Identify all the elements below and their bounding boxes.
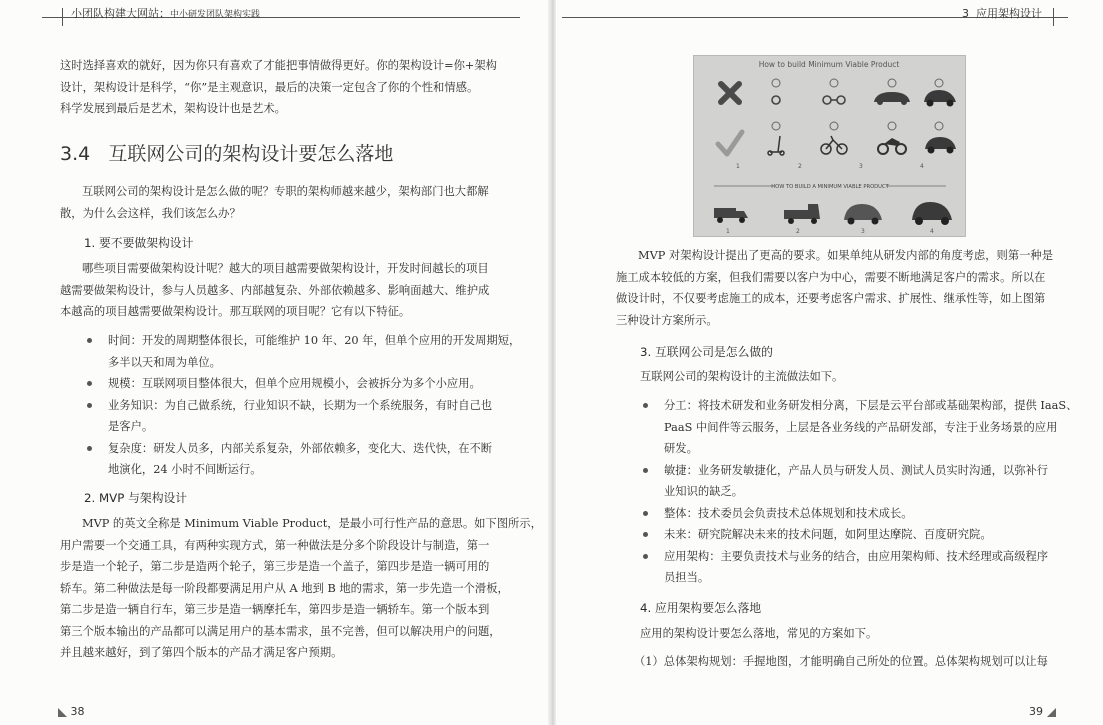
text-line: 地演化，24 小时不间断运行。 — [108, 463, 262, 476]
header-tick — [62, 8, 63, 26]
check-icon — [718, 132, 742, 154]
bullet-dot — [87, 403, 92, 408]
text-line: 是客户。 — [108, 420, 154, 433]
text-line: 应用架构：主要负责技术与业务的结合，由应用架构师、技术经理或高级程序 — [664, 549, 1049, 563]
text-line: 施工成本较低的方案，但我们需要以客户为中心，需要不断地满足客户的需求。所以在 — [616, 270, 1046, 284]
figure-subtitle: HOW TO BUILD A MINIMUM VIABLE PRODUCT — [771, 184, 889, 190]
section-number: 3.4 — [60, 143, 91, 165]
step-label: 1 — [736, 163, 740, 170]
step-labels — [726, 228, 934, 235]
text-line: 轿车。第二种做法是每一阶段都要满足用户从 A 地到 B 地的需求，第一步先造一个滑板， — [60, 581, 509, 595]
text-line: 互联网公司的架构设计是怎么做的呢？专职的架构师越来越少，架构部门也大都解 — [82, 185, 489, 198]
text-line: 做设计时，不仅要考虑施工的成本，还要考虑客户需求、扩展性、继承性等，如上图第 — [616, 292, 1046, 305]
subsection-3-intro — [640, 366, 1060, 388]
bicycle-icon — [821, 136, 847, 154]
header-chapter-number: 3 — [962, 7, 969, 20]
header-book-subtitle: 中小研发团队架构实践 — [170, 10, 261, 20]
text-line: 第二步是造一辆自行车，第三步是造一辆摩托车，第四步是造一辆轿车。第一个版本到 — [60, 603, 490, 616]
cross-icon — [721, 84, 739, 102]
header-chapter-title: 应用架构设计 — [976, 7, 1042, 20]
car-icon — [912, 202, 952, 225]
bullet-dot — [643, 511, 648, 516]
page-number: 38 — [70, 705, 85, 718]
text-line: 越需要做架构设计，参与人员越多、内部越复杂、外部依赖越多、影响面越大、维护成 — [60, 283, 490, 297]
list-item — [76, 330, 521, 373]
bullet-dot — [643, 403, 648, 408]
subsection-4-item — [634, 651, 1064, 673]
text-line: （1）总体架构规划：手握地图，才能明确自己所处的位置。总体架构规划可以让每 — [634, 655, 1048, 668]
text-line: 三种设计方案所示。 — [616, 313, 718, 327]
text-line: 多半以天和周为单位。 — [108, 355, 221, 369]
bullet-dot — [643, 468, 648, 473]
car-icon — [924, 90, 956, 107]
wheel-icon — [772, 96, 845, 104]
bullet-dot — [643, 554, 648, 559]
mvp-paragraph — [616, 245, 1083, 331]
list-item — [632, 524, 1066, 546]
list-item — [632, 460, 1066, 503]
text-line: PaaS 中间件等云服务，上层是各业务线的产品研发部，专注于业务场景的应用 — [664, 420, 1058, 434]
subsection-2-paragraph — [60, 513, 542, 664]
car-body-icon — [874, 92, 910, 105]
subsection-heading-3: 3. 互联网公司是怎么做的 — [640, 345, 773, 359]
list-item — [76, 395, 506, 438]
step-label: 3 — [861, 228, 865, 235]
text-line: 敏捷：业务研发敏捷化，产品人员与研发人员、测试人员实时沟通，以弥补行 — [664, 463, 1049, 477]
section-title: 互联网公司的架构设计要怎么落地 — [108, 143, 394, 165]
list-item — [632, 546, 1066, 589]
running-header — [962, 5, 1042, 21]
mvp-illustration — [694, 56, 965, 236]
text-line: 哪些项目需要做架构设计呢？越大的项目越需要做架构设计，开发时间越长的项目 — [82, 262, 489, 275]
car-icon — [844, 204, 882, 225]
text-line: MVP 的英文全称是 Minimum Viable Product，是最小可行性产品的意思。如下图所示， — [82, 517, 542, 530]
page-number-left — [58, 705, 85, 718]
scooter-icon — [768, 136, 784, 155]
step-label: 2 — [796, 228, 800, 235]
text-line: 步是造一个轮子，第二步是造两个轮子，第三步是造一个盖子，第四步是造一辆可用的 — [60, 560, 490, 573]
step-labels — [736, 163, 924, 170]
intro-paragraph — [60, 55, 500, 120]
corner-triangle-icon — [58, 708, 67, 717]
bullet-dot — [87, 381, 92, 386]
text-line: 业知识的缺乏。 — [664, 485, 744, 498]
text-line: 应用的架构设计要怎么落地，常见的方案如下。 — [640, 627, 878, 640]
car-icon — [925, 137, 956, 154]
text-line: MVP 对架构设计提出了更高的要求。如果单纯从研发内部的角度考虑，则第一种是 — [638, 249, 1054, 262]
feature-bullet-list — [76, 330, 521, 481]
text-line: 科学发展到最后是艺术，架构设计也是艺术。 — [60, 102, 286, 115]
motorcycle-icon — [878, 138, 906, 154]
smiley-icon — [772, 79, 943, 87]
text-line: 整体：技术委员会负责技术总体规划和技术成长。 — [664, 506, 913, 520]
text-line: 这时选择喜欢的就好，因为你只有喜欢了才能把事情做得更好。你的架构设计=你+架构 — [60, 59, 497, 72]
subsection-heading-1: 1. 要不要做架构设计 — [84, 236, 194, 250]
section-intro-paragraph — [60, 181, 522, 224]
list-item — [632, 395, 1078, 460]
page-number-right — [1029, 705, 1056, 718]
page-number: 39 — [1029, 705, 1043, 718]
running-header — [71, 5, 260, 21]
text-line: 设计，架构设计是科学，“你”是主观意识，最后的决策一定包含了你的个性和情感。 — [60, 80, 479, 94]
practice-bullet-list — [632, 395, 1078, 589]
text-line: 散，为什么会这样，我们该怎么办？ — [60, 206, 241, 220]
right-page — [556, 0, 1103, 725]
step-label: 3 — [859, 163, 863, 170]
text-line: 第三个版本输出的产品都可以满足用户的基本需求，虽不完善，但可以解决用户的问题， — [60, 624, 501, 638]
subsection-heading-4: 4. 应用架构要怎么落地 — [640, 601, 762, 615]
header-tick — [1053, 8, 1054, 26]
list-item — [632, 503, 1066, 525]
step-label: 1 — [726, 228, 730, 235]
subsection-1-paragraph — [60, 258, 522, 323]
bullet-dot — [87, 338, 92, 343]
bullet-dot — [643, 532, 648, 537]
text-line: 复杂度：研发人员多，内部关系复杂，外部依赖多，变化大、迭代快，在不断 — [108, 441, 493, 455]
text-line: 时间：开发的周期整体很长，可能维护 10 年、20 年，但单个应用的开发周期短， — [108, 334, 521, 347]
list-item — [76, 373, 506, 395]
text-line: 员担当。 — [664, 571, 710, 584]
step-label: 4 — [930, 228, 934, 235]
section-heading — [60, 139, 393, 166]
text-line: 未来：研究院解决未来的技术问题，如阿里达摩院、百度研究院。 — [664, 528, 992, 541]
subsection-heading-2: 2. MVP 与架构设计 — [84, 491, 188, 505]
mvp-figure — [693, 55, 966, 237]
text-line: 业务知识：为自己做系统，行业知识不缺，长期为一个系统服务，有时自己也 — [108, 398, 493, 412]
text-line: 用户需要一个交通工具，有两种实现方式，第一种做法是分多个阶段设计与制造，第一 — [60, 538, 490, 552]
subsection-4-intro — [640, 623, 1060, 645]
figure-title: How to build Minimum Viable Product — [758, 60, 900, 69]
text-line: 规模：互联网项目整体很大，但单个应用规模小，会被拆分为多个小应用。 — [108, 377, 481, 390]
step-label: 2 — [798, 163, 802, 170]
text-line: 研发。 — [664, 442, 698, 455]
corner-triangle-icon — [1047, 708, 1056, 717]
header-book-title: 小团队构建大网站： — [71, 7, 170, 20]
text-line: 互联网公司的架构设计的主流做法如下。 — [640, 370, 844, 383]
smiley-icon — [772, 122, 943, 130]
step-label: 4 — [920, 163, 924, 170]
bullet-dot — [87, 446, 92, 451]
truck-icon — [714, 208, 748, 223]
text-line: 本越高的项目越需要做架构设计。那互联网的项目呢？它有以下特征。 — [60, 305, 411, 318]
list-item — [76, 438, 506, 481]
truck-icon — [784, 204, 820, 224]
text-line: 分工：将技术研发和业务研发相分离，下层是云平台部或基础架构部，提供 IaaS、 — [664, 399, 1078, 412]
text-line: 并且越来越好，到了第四个版本的产品才满足客户预期。 — [60, 646, 343, 659]
